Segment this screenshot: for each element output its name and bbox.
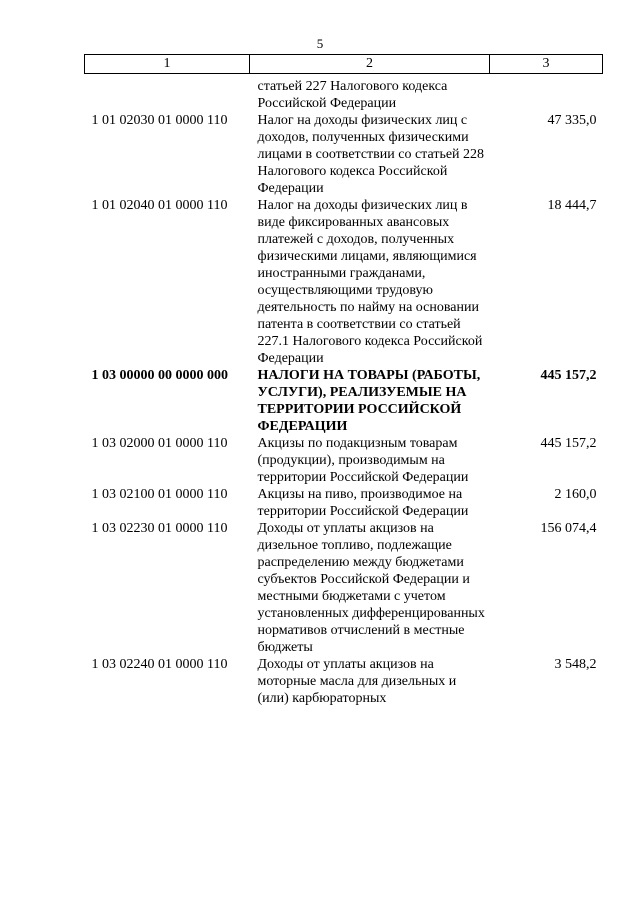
budget-code	[85, 74, 250, 113]
row-description: Налог на доходы физических лиц с доходов, полученных физическими лицами в соответствии со статьей 228 Налогового кодекса Российской Федерации	[257, 113, 485, 196]
row-description: Акцизы на пиво, производимое на территории Российской Федерации	[257, 487, 469, 519]
budget-code: 1 01 02030 01 0000 110	[91, 113, 228, 128]
table-row	[85, 197, 603, 367]
table-row	[85, 112, 603, 197]
row-amount: 445 157,2	[540, 436, 597, 451]
row-amount	[490, 74, 603, 113]
column-header-1: 1	[85, 55, 250, 74]
row-amount: 156 074,4	[540, 521, 597, 536]
table-row	[85, 520, 603, 656]
row-amount: 18 444,7	[547, 198, 597, 213]
column-header-3: 3	[490, 55, 603, 74]
row-amount: 47 335,0	[547, 113, 597, 128]
budget-code: 1 03 02100 01 0000 110	[91, 487, 228, 502]
row-description: Доходы от уплаты акцизов на моторные масла для дизельных и (или) карбюраторных	[257, 657, 457, 706]
row-description: Доходы от уплаты акцизов на дизельное топливо, подлежащие распределению между бюджетами субъектов Российской Федерации и местными бюджетами с учетом установленных дифференцированных нормативов отчислений в местные бюджеты	[257, 521, 485, 655]
row-amount: 445 157,2	[540, 368, 597, 383]
budget-code: 1 03 02230 01 0000 110	[91, 521, 228, 536]
row-description: Акцизы по подакцизным товарам (продукции), производимым на территории Российской Федерации	[257, 436, 469, 485]
revenue-table	[84, 54, 603, 707]
table-row-section-total	[85, 367, 603, 435]
budget-code: 1 03 02240 01 0000 110	[91, 657, 228, 672]
budget-code: 1 03 02000 01 0000 110	[91, 436, 228, 451]
row-amount: 3 548,2	[554, 657, 597, 672]
table-header-row	[85, 55, 603, 74]
row-amount: 2 160,0	[554, 487, 597, 502]
table-row	[85, 486, 603, 520]
row-description: НАЛОГИ НА ТОВАРЫ (РАБОТЫ, УСЛУГИ), РЕАЛИЗУЕМЫЕ НА ТЕРРИТОРИИ РОССИЙСКОЙ ФЕДЕРАЦИИ	[257, 368, 481, 434]
budget-code: 1 01 02040 01 0000 110	[91, 198, 228, 213]
row-description: статьей 227 Налогового кодекса Российской Федерации	[257, 79, 448, 111]
column-header-2: 2	[250, 55, 490, 74]
table-row	[85, 74, 603, 113]
table-row	[85, 435, 603, 486]
row-description: Налог на доходы физических лиц в виде фиксированных авансовых платежей с доходов, полученных физическими лицами, являющимися иностранными гражданами, осуществляющими трудовую деятельность по найму на основании патента в соответствии со статьей 227.1 Налогового кодекса Российской Федерации	[257, 198, 483, 366]
table-row	[85, 656, 603, 707]
page-number: 5	[316, 36, 324, 51]
budget-code: 1 03 00000 00 0000 000	[91, 368, 228, 383]
